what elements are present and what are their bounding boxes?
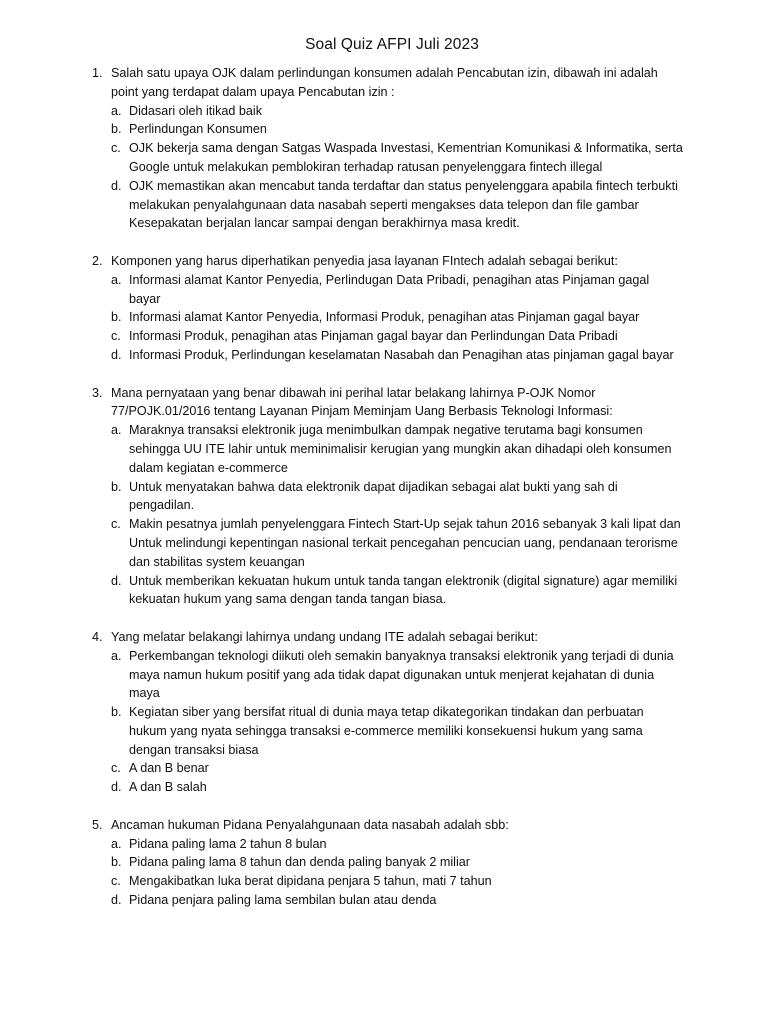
option-d [111,778,684,797]
option-d [111,891,684,910]
page-title: Soal Quiz AFPI Juli 2023 [305,36,479,53]
option-text: Makin pesatnya jumlah penyelenggara Fintech Start-Up sejak tahun 2016 sebanyak 3 kali lipat dan Untuk melindungi kepentingan nasional terkait pencegahan pencucian uang, pendanaan terorisme dan stabilitas system keuangan [129,517,681,569]
question-5 [92,816,684,910]
question-text: Mana pernyataan yang benar dibawah ini perihal latar belakang lahirnya P-OJK Nomor 77/POJK.01/2016 tentang Layanan Pinjam Meminjam Uang Berbasis Teknologi Informasi: [111,385,613,419]
question-number: 3. [92,385,103,400]
option-text: OJK bekerja sama dengan Satgas Waspada Investasi, Kementrian Komunikasi & Informatika, serta Google untuk melakukan pemblokiran terhadap ratusan penyelenggara fintech illegal [129,141,683,174]
question-number: 1. [92,66,103,80]
option-letter: a. [111,648,122,663]
option-text: OJK memastikan akan mencabut tanda terdaftar dan status penyelenggara apabila fintech terbukti melakukan penyalahgunaan data nasabah seperti mengakses data telepon dan file gambar Kesepakatan berjalan lancar sampai dengan berakhirnya masa kredit. [129,178,678,231]
option-text: Kegiatan siber yang bersifat ritual di dunia maya tetap dikategorikan tindakan dan perbuatan hukum yang nyata sehingga transaksi e-commerce memiliki konsekuensi hukum yang sama dengan transaksi biasa [129,705,644,757]
option-letter: b. [111,310,122,325]
option-d [111,572,684,610]
option-a [111,102,684,121]
option-text: Perlindungan Konsumen [129,122,267,137]
option-letter: c. [111,329,121,344]
option-letter: a. [111,103,122,118]
option-list [111,421,684,609]
option-a [111,421,684,477]
option-letter: d. [111,893,122,908]
option-text: Informasi Produk, Perlindungan keselamatan Nasabah dan Penagihan atas pinjaman gagal bayar [129,347,674,362]
question-text: Ancaman hukuman Pidana Penyalahgunaan data nasabah adalah sbb: [111,817,509,832]
option-text: A dan B salah [129,780,207,795]
option-text: Pidana paling lama 8 tahun dan denda paling banyak 2 miliar [129,855,470,870]
option-a [111,271,684,309]
option-letter: d. [111,347,122,362]
option-text: A dan B benar [129,761,209,776]
option-letter: a. [111,272,122,287]
question-list [92,64,684,910]
option-text: Mengakibatkan luka berat dipidana penjara 5 tahun, mati 7 tahun [129,874,492,889]
question-text: Komponen yang harus diperhatikan penyedia jasa layanan FIntech adalah sebagai berikut: [111,253,618,268]
question-text: Salah satu upaya OJK dalam perlindungan konsumen adalah Pencabutan izin, dibawah ini adalah point yang terdapat dalam upaya Pencabutan izin : [111,66,658,99]
option-c [111,759,684,778]
option-letter: b. [111,479,122,494]
option-letter: a. [111,423,122,438]
question-text: Yang melatar belakangi lahirnya undang undang ITE adalah sebagai berikut: [111,629,538,644]
option-list [111,271,684,365]
question-4 [92,628,684,797]
question-number: 4. [92,629,103,644]
option-text: Informasi Produk, penagihan atas Pinjaman gagal bayar dan Perlindungan Data Pribadi [129,329,618,344]
option-text: Untuk menyatakan bahwa data elektronik dapat dijadikan sebagai alat bukti yang sah di pengadilan. [129,479,618,513]
option-c [111,872,684,891]
option-text: Pidana paling lama 2 tahun 8 bulan [129,836,327,851]
option-c [111,139,684,177]
option-letter: b. [111,122,122,137]
option-d [111,346,684,365]
option-list [111,647,684,797]
option-b [111,853,684,872]
option-letter: d. [111,780,122,795]
option-a [111,647,684,703]
option-letter: c. [111,874,121,889]
option-text: Perkembangan teknologi diikuti oleh semakin banyaknya transaksi elektronik yang terjadi di dunia maya namun hukum positif yang ada tidak dapat digunakan untuk menjerat kejahatan di dunia maya [129,648,674,701]
option-letter: c. [111,141,121,156]
option-c [111,515,684,571]
option-letter: a. [111,836,122,851]
option-text: Informasi alamat Kantor Penyedia, Perlindugan Data Pribadi, penagihan atas Pinjaman gagal bayar [129,272,650,306]
option-list [111,102,684,234]
option-letter: c. [111,517,121,532]
option-text: Untuk memberikan kekuatan hukum untuk tanda tangan elektronik (digital signature) agar memiliki kekuatan hukum yang sama dengan tanda tangan biasa. [129,573,678,607]
question-1 [92,64,684,233]
option-text: Informasi alamat Kantor Penyedia, Informasi Produk, penagihan atas Pinjaman gagal bayar [129,310,640,325]
option-c [111,327,684,346]
option-list [111,835,684,910]
question-number: 5. [92,817,103,832]
option-letter: b. [111,705,122,720]
option-d [111,177,684,233]
option-text: Maraknya transaksi elektronik juga menimbulkan dampak negative terutama bagi konsumen sehingga UU ITE lahir untuk meminimalisir kerugian yang mungkin akan dihadapi oleh konsumen dalam kegiatan e-commerce [129,423,672,475]
question-2 [92,252,684,365]
option-letter: d. [111,178,122,193]
option-b [111,120,684,139]
option-text: Pidana penjara paling lama sembilan bulan atau denda [129,893,437,908]
option-b [111,308,684,327]
question-number: 2. [92,253,103,268]
option-b [111,703,684,759]
question-3 [92,384,684,610]
option-text: Didasari oleh itikad baik [129,103,263,118]
option-letter: b. [111,855,122,870]
option-letter: c. [111,761,121,776]
option-letter: d. [111,573,122,588]
option-b [111,478,684,516]
option-a [111,835,684,854]
